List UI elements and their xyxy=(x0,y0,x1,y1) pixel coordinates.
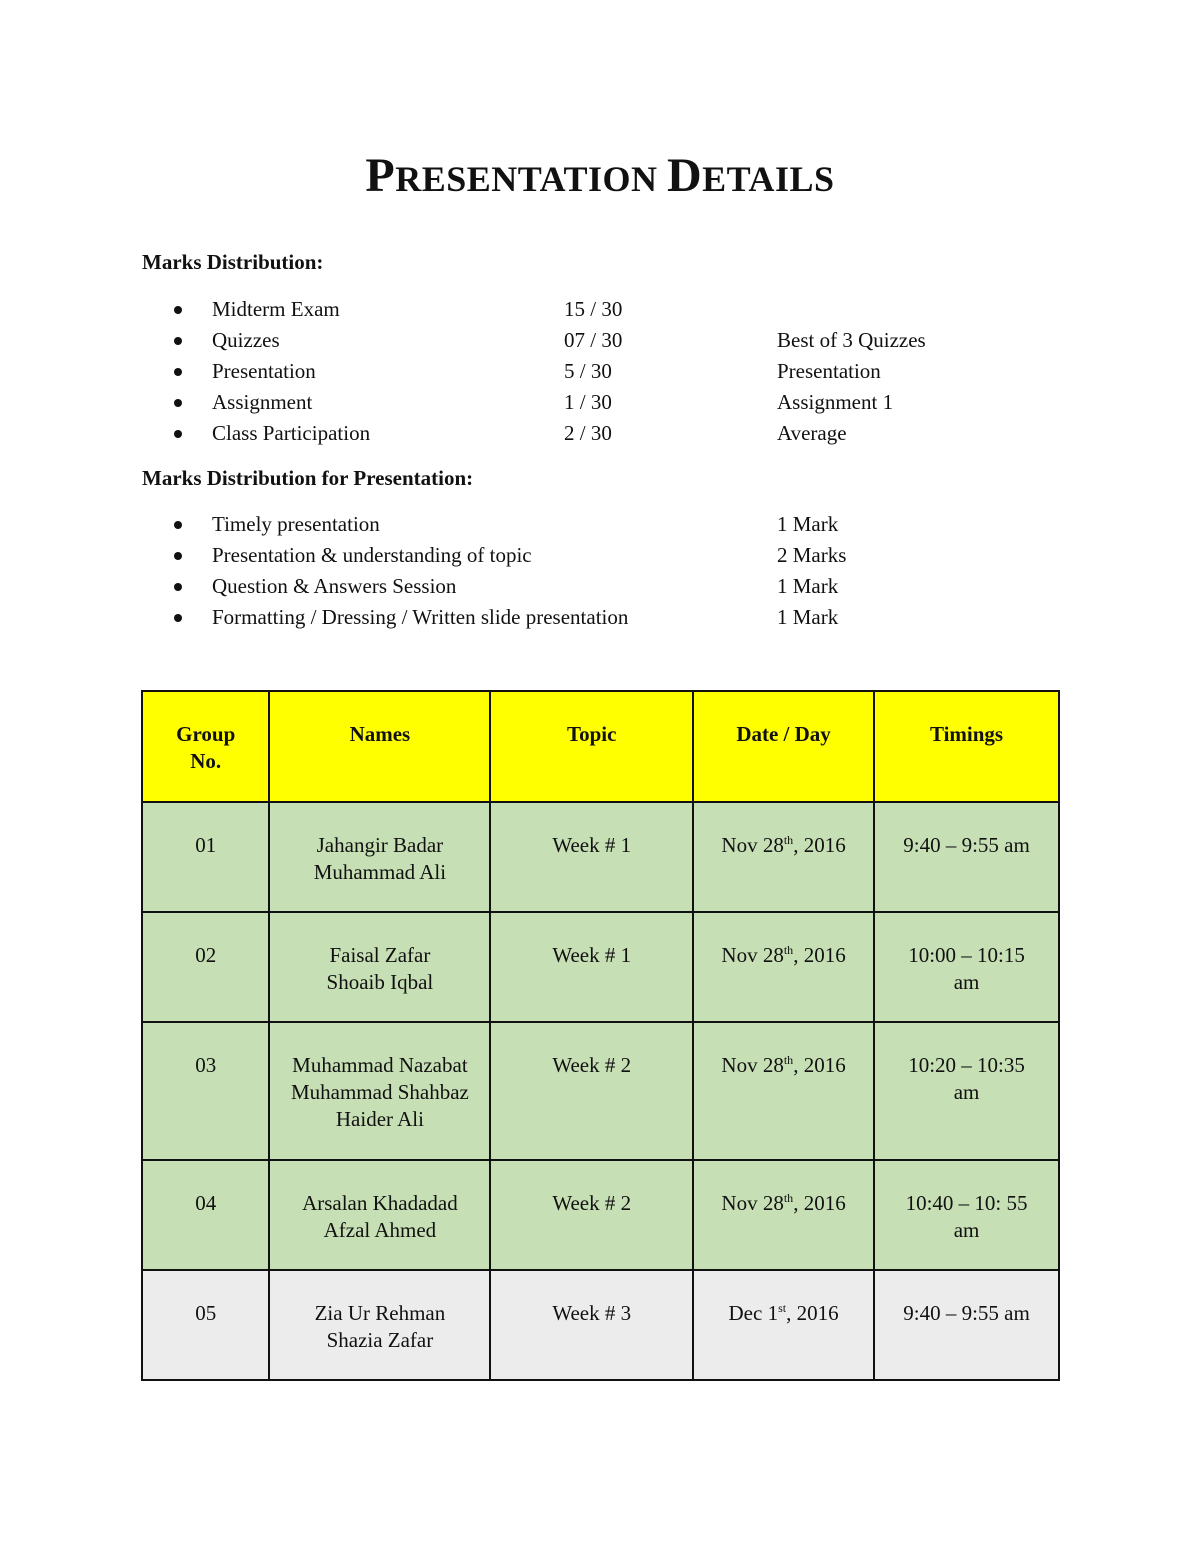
timing-cell: 10:20 – 10:35 am xyxy=(874,1022,1059,1160)
date-cell: Nov 28th, 2016 xyxy=(693,1022,874,1160)
date-cell: Dec 1st, 2016 xyxy=(693,1270,874,1380)
bullet-icon xyxy=(174,521,182,529)
marks-distribution-list xyxy=(142,294,1102,449)
topic-cell: Week # 2 xyxy=(490,1022,693,1160)
header-names: Names xyxy=(269,691,490,802)
date-cell: Nov 28th, 2016 xyxy=(693,1160,874,1270)
list-item: Timely presentation 1 Mark xyxy=(142,509,1102,540)
group-number-cell: 04 xyxy=(142,1160,269,1270)
date-cell: Nov 28th, 2016 xyxy=(693,802,874,912)
bullet-icon xyxy=(174,399,182,407)
header-topic: Topic xyxy=(490,691,693,802)
list-item: Midterm Exam 15 / 30 xyxy=(142,294,1102,325)
header-date: Date / Day xyxy=(693,691,874,802)
marks-distribution-heading: Marks Distribution: xyxy=(142,250,324,274)
topic-cell: Week # 3 xyxy=(490,1270,693,1380)
names-cell: Jahangir Badar Muhammad Ali xyxy=(269,802,490,912)
bullet-icon xyxy=(174,337,182,345)
table-row xyxy=(142,912,1059,1022)
bullet-icon xyxy=(174,306,182,314)
group-number-cell: 02 xyxy=(142,912,269,1022)
timing-cell: 10:00 – 10:15 am xyxy=(874,912,1059,1022)
bullet-icon xyxy=(174,583,182,591)
names-cell: Zia Ur Rehman Shazia Zafar xyxy=(269,1270,490,1380)
topic-cell: Week # 1 xyxy=(490,802,693,912)
timing-cell: 10:40 – 10: 55 am xyxy=(874,1160,1059,1270)
list-item: Presentation & understanding of topic 2 Marks xyxy=(142,540,1102,571)
topic-cell: Week # 1 xyxy=(490,912,693,1022)
presentation-marks-list xyxy=(142,509,1102,633)
names-cell: Faisal Zafar Shoaib Iqbal xyxy=(269,912,490,1022)
presentation-marks-heading: Marks Distribution for Presentation: xyxy=(142,466,474,490)
group-number-cell: 01 xyxy=(142,802,269,912)
names-cell: Muhammad Nazabat Muhammad Shahbaz Haider Ali xyxy=(269,1022,490,1160)
date-cell: Nov 28th, 2016 xyxy=(693,912,874,1022)
topic-cell: Week # 2 xyxy=(490,1160,693,1270)
bullet-icon xyxy=(174,614,182,622)
timing-cell: 9:40 – 9:55 am xyxy=(874,802,1059,912)
group-number-cell: 05 xyxy=(142,1270,269,1380)
list-item: Quizzes 07 / 30 Best of 3 Quizzes xyxy=(142,325,1102,356)
list-item: Question & Answers Session 1 Mark xyxy=(142,571,1102,602)
bullet-icon xyxy=(174,552,182,560)
table-row xyxy=(142,1270,1059,1380)
bullet-icon xyxy=(174,368,182,376)
list-item: Assignment 1 / 30 Assignment 1 xyxy=(142,387,1102,418)
group-number-cell: 03 xyxy=(142,1022,269,1160)
table-row xyxy=(142,1022,1059,1160)
table-row xyxy=(142,1160,1059,1270)
header-group-no: Group No. xyxy=(142,691,269,802)
bullet-icon xyxy=(174,430,182,438)
table-row xyxy=(142,802,1059,912)
list-item: Class Participation 2 / 30 Average xyxy=(142,418,1102,449)
table-header-row xyxy=(142,691,1059,802)
timing-cell: 9:40 – 9:55 am xyxy=(874,1270,1059,1380)
presentation-schedule-table xyxy=(141,690,1060,1381)
page-title: PRESENTATION DETAILS xyxy=(365,149,835,202)
header-timings: Timings xyxy=(874,691,1059,802)
names-cell: Arsalan Khadadad Afzal Ahmed xyxy=(269,1160,490,1270)
list-item: Presentation 5 / 30 Presentation xyxy=(142,356,1102,387)
list-item: Formatting / Dressing / Written slide presentation 1 Mark xyxy=(142,602,1102,633)
